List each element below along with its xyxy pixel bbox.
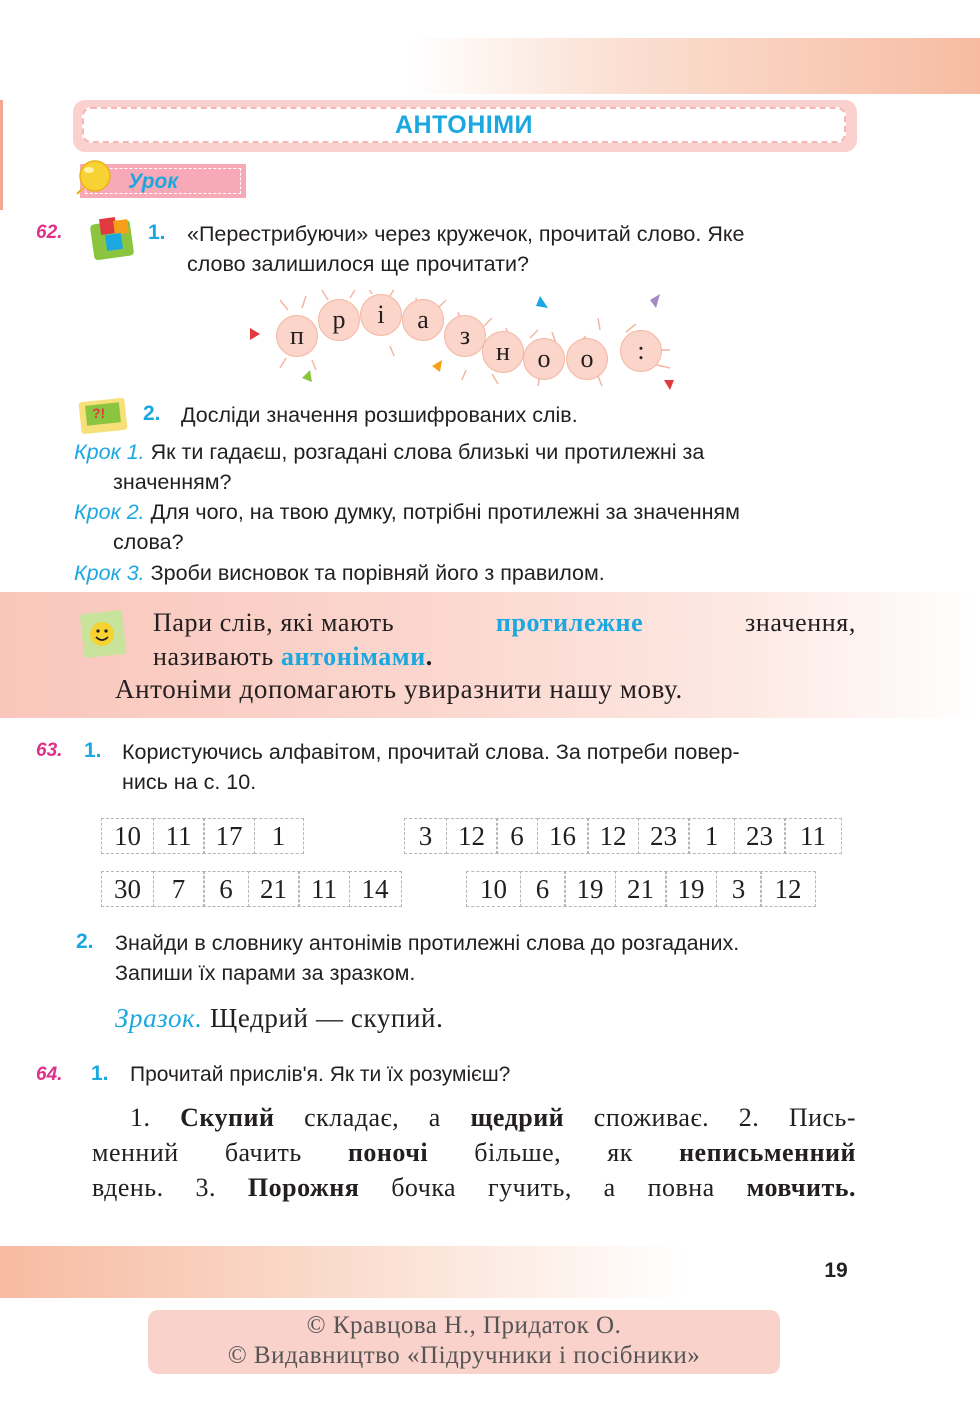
- step-label: Крок 1.: [74, 440, 145, 464]
- code-cell: 12: [587, 818, 639, 854]
- letter-bead: п: [276, 315, 318, 357]
- code-cell: 30: [101, 871, 154, 907]
- proverb-text: більше, як: [474, 1138, 633, 1167]
- proverb-number: 3.: [195, 1173, 217, 1202]
- code-cell: 10: [466, 871, 521, 907]
- task-number: 1.: [148, 221, 166, 244]
- smiley-note-icon: [78, 606, 130, 660]
- code-cell: 3: [716, 871, 762, 907]
- code-cell: 17: [203, 818, 255, 854]
- letter-bead: з: [444, 315, 486, 357]
- code-cell: 19: [665, 871, 717, 907]
- rule-text: Пари слів, які мають: [153, 608, 395, 637]
- balloon-icon: [75, 156, 115, 196]
- step-text-line: значенням?: [113, 470, 232, 494]
- proverb-text: вдень.: [92, 1173, 164, 1202]
- letter-bead: р: [318, 299, 360, 341]
- sample-line: [115, 1000, 443, 1036]
- exercise-number-64: 64.: [36, 1064, 63, 1085]
- rule-text: .: [425, 642, 433, 671]
- code-group-4: [466, 871, 815, 909]
- rule-line-1: [153, 606, 856, 640]
- step-text: Для чого, на твою думку, потрібні протилежні за значенням: [150, 500, 740, 524]
- proverb-bold-word: Порожня: [247, 1173, 360, 1202]
- task-text-line: «Перестрибуючи» через кружечок, прочитай слово. Яке: [187, 222, 745, 246]
- task-text-line: нись на с. 10.: [122, 770, 257, 794]
- proverb-bold-word: неписьменний: [679, 1138, 857, 1167]
- code-cell: 14: [349, 871, 402, 907]
- code-group-3: [101, 871, 400, 909]
- proverb-line-3: [92, 1170, 856, 1205]
- code-cell: 11: [298, 871, 350, 907]
- task-text-line: Знайди в словнику антонімів протилежні слова до розгаданих.: [115, 931, 740, 955]
- proverb-text: споживає.: [593, 1103, 710, 1132]
- step-1: [74, 437, 856, 467]
- sample-label: Зразок.: [115, 1003, 203, 1033]
- exercise-number-62: 62.: [36, 222, 63, 243]
- proverb-text: менний бачить: [92, 1138, 302, 1167]
- caterpillar-head: :: [620, 330, 662, 372]
- exercise-number-63: 63.: [36, 740, 63, 761]
- rule-text: значення,: [744, 608, 856, 637]
- code-cell: 11: [784, 818, 842, 854]
- code-cell: 1: [688, 818, 735, 854]
- step-label: Крок 2.: [74, 500, 145, 524]
- code-cell: 21: [615, 871, 667, 907]
- rule-keyword: антонімами: [280, 642, 426, 671]
- code-cell: 6: [203, 871, 249, 907]
- proverb-bold-word: щедрий: [470, 1103, 565, 1132]
- proverb-text: бочка гучить, а повна: [391, 1173, 715, 1202]
- rule-keyword: протилежне: [495, 608, 644, 637]
- page-number: 19: [815, 1250, 857, 1292]
- task-text-line: слово залишилося ще прочитати?: [187, 252, 529, 276]
- letter-bead: а: [402, 299, 444, 341]
- left-edge-strip: [0, 100, 3, 210]
- proverb-bold-word: поночі: [347, 1138, 429, 1167]
- rule-text: називають: [153, 642, 274, 671]
- letter-bead: о: [523, 338, 565, 380]
- svg-text:?!: ?!: [92, 405, 106, 421]
- letter-bead: н: [482, 331, 524, 373]
- proverb-number: 2.: [738, 1103, 760, 1132]
- proverb-line-1: [92, 1100, 856, 1135]
- proverb-bold-word: Скупий: [180, 1103, 275, 1132]
- step-3: [74, 558, 605, 588]
- rule-line-2: [153, 640, 433, 674]
- blocks-icon: [88, 212, 142, 262]
- step-label: Крок 3.: [74, 561, 145, 585]
- task-number: 1.: [91, 1062, 109, 1085]
- code-cell: 1: [254, 818, 304, 854]
- task-text-line: Користуючись алфавітом, прочитай слова. За потреби повер-: [122, 740, 740, 764]
- task-number: 2.: [76, 930, 94, 953]
- code-cell: 12: [760, 871, 816, 907]
- task-text: Прочитай прислів'я. Як ти їх розумієш?: [130, 1063, 511, 1086]
- code-cell: 11: [153, 818, 205, 854]
- code-cell: 19: [564, 871, 616, 907]
- letter-bead: о: [566, 338, 608, 380]
- proverb-text: Пись-: [788, 1103, 857, 1132]
- proverb-number: 1.: [130, 1103, 151, 1132]
- rule-line-3: Антоніми допомагають увиразнити нашу мову.: [115, 674, 683, 704]
- lesson-label: Урок: [128, 170, 178, 193]
- task-number: 2.: [143, 402, 161, 425]
- code-cell: 23: [734, 818, 786, 854]
- code-cell: 6: [520, 871, 566, 907]
- code-cell: 3: [404, 818, 447, 854]
- proverb-bold-word: мовчить.: [746, 1173, 857, 1202]
- task-text: Досліди значення розшифрованих слів.: [181, 403, 578, 427]
- task-text-line: Запиши їх парами за зразком.: [115, 961, 416, 985]
- page-title: АНТОНІМИ: [395, 111, 533, 139]
- code-cell: 6: [496, 818, 538, 854]
- code-cell: 23: [638, 818, 690, 854]
- step-2: [74, 497, 856, 527]
- proverb-text: складає, а: [304, 1103, 441, 1132]
- step-text-line: слова?: [113, 530, 184, 554]
- step-text: Зроби висновок та порівняй його з правилом.: [150, 561, 605, 585]
- header-band: [0, 38, 980, 94]
- task-number: 1.: [84, 739, 102, 762]
- code-cell: 10: [101, 818, 154, 854]
- copyright-publisher: © Видавництво «Підручники і посібники»: [227, 1342, 701, 1369]
- step-text: Як ти гадаєш, розгадані слова близькі чи протилежні за: [150, 440, 705, 464]
- copyright-authors: © Кравцова Н., Придаток О.: [306, 1312, 622, 1339]
- code-cell: 7: [153, 871, 205, 907]
- code-cell: 12: [446, 818, 498, 854]
- code-group-2: [404, 818, 841, 856]
- letter-bead: і: [360, 294, 402, 336]
- proverb-line-2: [92, 1135, 856, 1170]
- notepad-icon: [76, 392, 132, 438]
- code-cell: 16: [537, 818, 589, 854]
- sample-text: Щедрий — скупий.: [210, 1003, 444, 1033]
- code-group-1: [101, 818, 302, 856]
- code-cell: 21: [248, 871, 300, 907]
